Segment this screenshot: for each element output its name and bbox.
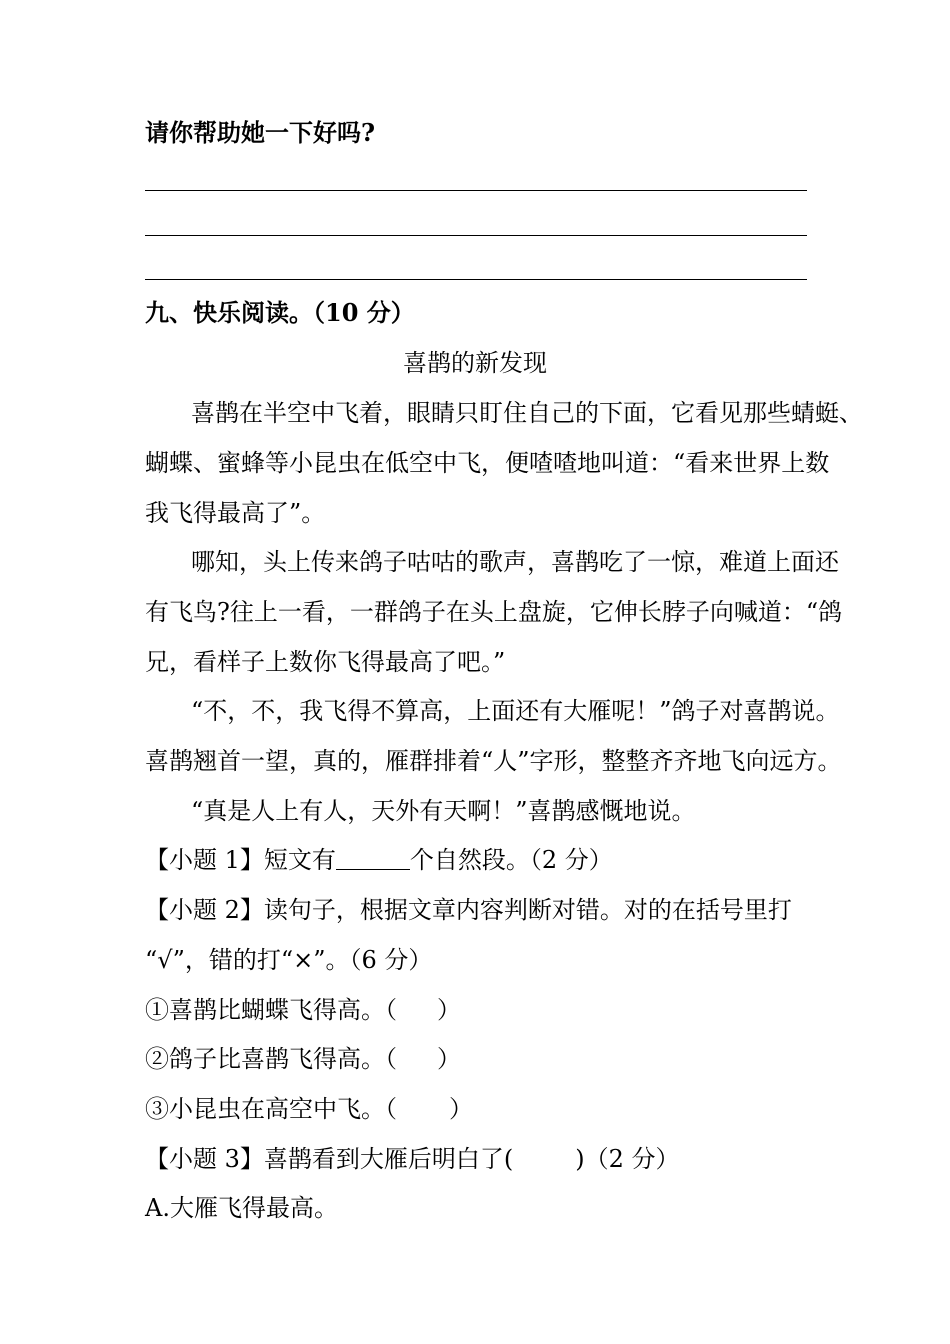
item-text: ③小昆虫在高空中飞。（: [145, 1095, 397, 1123]
close-paren: ）: [437, 1045, 461, 1073]
answer-line-1: [145, 190, 807, 191]
question-2-line-1: 【小题 2】读句子，根据文章内容判断对错。对的在括号里打: [145, 896, 792, 924]
story-line: 有飞鸟?往上一看，一群鸽子在头上盘旋，它伸长脖子向喊道：“鸽: [145, 598, 843, 626]
story-line: 我飞得最高了”。: [145, 499, 326, 527]
fill-in-blank[interactable]: [336, 847, 410, 870]
question-1-suffix: 个自然段。（2 分）: [409, 846, 613, 874]
story-title: 喜鹊的新发现: [403, 349, 547, 377]
question-2-line-2: “√”，错的打“×”。（6 分）: [145, 946, 433, 974]
question-1-prefix: 【小题 1】短文有: [145, 846, 336, 874]
close-paren: ）: [449, 1095, 473, 1123]
question-3-option-a: A.大雁飞得最高。: [145, 1194, 338, 1222]
question-2-item-2: [145, 1044, 461, 1074]
section-heading: 九、快乐阅读。（10 分）: [145, 298, 415, 327]
story-line: “真是人上有人，天外有天啊！”喜鹊感慨地说。: [191, 797, 696, 825]
story-line: 喜鹊翘首一望，真的，雁群排着“人”字形，整整齐齐地飞向远方。: [145, 747, 842, 775]
close-paren: ）: [437, 996, 461, 1024]
story-line: 哪知，头上传来鸽子咕咕的歌声，喜鹊吃了一惊，难道上面还: [191, 548, 839, 576]
answer-line-3: [145, 279, 807, 280]
story-line: “不，不，我飞得不算高，上面还有大雁呢！”鸽子对喜鹊说。: [191, 697, 840, 725]
item-text: ②鸽子比喜鹊飞得高。（: [145, 1045, 397, 1073]
question-3-prefix: 【小题 3】喜鹊看到大雁后明白了(: [145, 1145, 514, 1173]
question-3: [145, 1144, 680, 1174]
question-2-item-1: [145, 995, 461, 1025]
item-text: ①喜鹊比蝴蝶飞得高。（: [145, 996, 397, 1024]
story-line: 喜鹊在半空中飞着，眼睛只盯住自己的下面，它看见那些蜻蜓、: [191, 399, 863, 427]
prompt-line: 请你帮助她一下好吗?: [145, 118, 376, 147]
question-1: [145, 845, 613, 875]
question-3-suffix: )（2 分）: [575, 1145, 680, 1173]
story-line: 兄，看样子上数你飞得最高了吧。”: [145, 648, 506, 676]
question-2-item-3: [145, 1094, 473, 1124]
story-line: 蝴蝶、蜜蜂等小昆虫在低空中飞，便喳喳地叫道：“看来世界上数: [145, 449, 830, 477]
answer-line-2: [145, 235, 807, 236]
